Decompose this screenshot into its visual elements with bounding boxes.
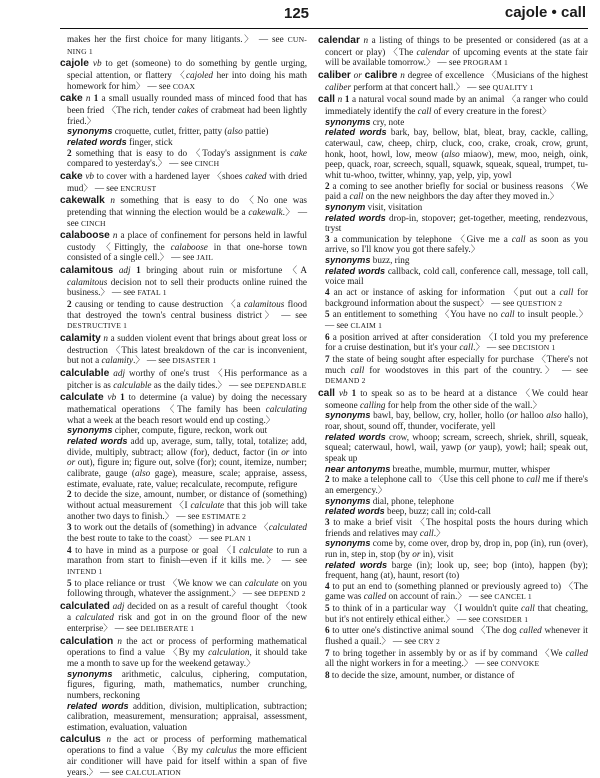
entry-paragraph: related words add up, average, sum, tally, total, totalize; add, divide, multiply, subtract; allow (for), deduct, factor (in or into or out), figure in; figure out, solve (for); count, itemize, number; calibrate, gauge (also gage), measure, scale; appraise, assess, estimate, evaluate, rate, value; recalculate, recompute, refigure bbox=[67, 435, 307, 489]
entry-paragraph: calculation n the act or process of performing mathematical operations to find a value 〈By my calculation, it should take me a month to save up for the weekend getaway.〉 bbox=[60, 635, 308, 669]
entry-paragraph: calamity n a sudden violent event that brings about great loss or destruction 〈This latest breakdown of the car is inconvenient, but not a calamity.〉 — see DISASTER 1 bbox=[60, 333, 307, 366]
entry-paragraph: cajole vb to get (someone) to do something by gentle urging, special attention, or flattery 〈cajoled her into doing his math homework for him〉 — see COAX bbox=[60, 58, 308, 91]
entry-paragraph: synonyms bawl, bay, bellow, cry, holler, hollo (or halloo also hallo), roar, shout, sound off, thunder, vociferate, yell bbox=[325, 410, 588, 431]
entry-paragraph: 4 to have in mind as a purpose or goal 〈I calculate to run a marathon from start to finish—even if it kills me.〉 — see INTEND 1 bbox=[67, 544, 307, 576]
entry-paragraph: caliber or calibre n degree of excellence 〈Musicians of the highest caliber perform at that concert hall.〉 — see QUALITY 1 bbox=[318, 69, 589, 92]
entry-paragraph: synonyms come by, come over, drop by, drop in, pop (in), run (over), run in, step in, stop (by or in), visit bbox=[325, 538, 588, 559]
entry-paragraph: 2 a coming to see another briefly for social or business reasons 〈We paid a call on the new neighbors the day after they moved in.〉 bbox=[325, 180, 588, 202]
entry-paragraph: near antonyms breathe, mumble, murmur, mutter, whisper bbox=[325, 463, 551, 474]
entry-paragraph: calamitous adj 1 bringing about ruin or misfortune 〈A calamitous decision not to sell their products online ruined the business.〉 — see FATAL 1 bbox=[60, 265, 308, 298]
entry-paragraph: cake vb to cover with a hardened layer 〈shoes caked with dried mud〉 — see ENCRUST bbox=[60, 170, 307, 193]
right-column bbox=[318, 34, 588, 772]
entry-paragraph: synonyms dial, phone, telephone bbox=[325, 495, 454, 506]
entry-paragraph: calculus n the act or process of performing mathematical operations to find a value 〈By my calculus the more efficient air conditioner will have paid for itself within a span of five years.〉 — see CALCULATION bbox=[60, 733, 308, 777]
entry-paragraph: 2 to make a telephone call to 〈Use this cell phone to call me if there's an emergency.〉 bbox=[325, 474, 588, 495]
entry-paragraph: calendar n a listing of things to be presented or considered (as at a concert or play) 〈The calendar of upcoming events at the state fair will be available tomorrow.〉 — see PROGRAM 1 bbox=[318, 35, 589, 68]
entry-paragraph: synonyms buzz, ring bbox=[325, 255, 410, 266]
entry-paragraph: 4 an act or instance of asking for information 〈put out a call for background information about the suspect〉 — see QUESTION 2 bbox=[325, 287, 589, 308]
guide-words: cajole • call bbox=[504, 4, 586, 21]
header-rule bbox=[60, 28, 588, 29]
entry-paragraph: 3 to make a brief visit 〈The hospital posts the hours during which friends and relatives may call.〉 bbox=[325, 516, 588, 538]
entry-paragraph: 3 a communication by telephone 〈Give me a call as soon as you arrive, so I'll know you got there safely.〉 bbox=[325, 233, 589, 255]
entry-paragraph: related words beep, buzz; call in; cold-call bbox=[325, 506, 491, 517]
entry-paragraph: related words callback, cold call, conference call, message, toll call, voice mail bbox=[325, 265, 588, 287]
entry-paragraph: call n 1 a natural vocal sound made by an animal 〈a ranger who could immediately identify the call of every creature in the forest〉 bbox=[318, 94, 589, 116]
entry-paragraph: synonyms arithmetic, calculus, ciphering, computation, figures, figuring, math, mathematics, number crunching, numbers, reckoning bbox=[67, 668, 307, 701]
entry-paragraph: related words crow, whoop; scream, screech, shriek, shrill, squeak, squeal; caterwaul, howl, wail, yawp (or yaup), yowl; hail; speak out, speak up bbox=[325, 431, 588, 463]
entry-paragraph: related words drop-in, stopover; get-together, meeting, rendezvous, tryst bbox=[325, 212, 588, 234]
entry-paragraph: synonyms cry, note bbox=[325, 116, 405, 127]
entry-paragraph: 5 to place reliance or trust 〈We know we can calculate on you following through, whatever the assignment.〉 — see DEPEND 2 bbox=[67, 577, 308, 599]
entry-paragraph: 6 a position arrived at after consideration 〈I told you my preference for a cruise destination, but it's your call.〉 — see DECISION 1 bbox=[325, 331, 588, 353]
entry-paragraph: 5 to think of in a particular way 〈I wouldn't quite call that cheating, but it's not entirely ethical either.〉 — see CONSIDER 1 bbox=[325, 603, 588, 624]
entry-paragraph: calculable adj worthy of one's trust 〈His performance as a pitcher is as calculable as the daily tides.〉 — see DEPENDABLE bbox=[60, 368, 307, 390]
entry-paragraph: cakewalk n something that is easy to do 〈No one was pretending that winning the election would be a cakewalk.〉 — see CINCH bbox=[60, 195, 308, 228]
entry-paragraph: 8 to decide the size, amount, number, or distance of bbox=[325, 670, 515, 681]
entry-paragraph: 4 to put an end to (something planned or previously agreed to) 〈The game was called on account of rain.〉 — see CANCEL 1 bbox=[325, 580, 588, 602]
entry-paragraph: 2 causing or tending to cause destruction 〈a calamitous flood that destroyed the town's central business district〉 — see DESTRUCTIVE 1 bbox=[67, 299, 307, 331]
entry-paragraph: cake n 1 a small usually rounded mass of minced food that has been fried 〈The rich, tender cakes of crabmeat had been lightly fried.〉 bbox=[60, 93, 307, 126]
entry-paragraph: 5 an entitlement to something 〈You have no call to insult people.〉 — see CLAIM 1 bbox=[325, 309, 588, 331]
entry-paragraph: 7 to bring together in assembly by or as if by command 〈We called all the night workers in for a meeting.〉 — see CONVOKE bbox=[325, 647, 588, 669]
page-number: 125 bbox=[284, 5, 310, 22]
entry-paragraph: synonyms cipher, compute, figure, reckon, work out bbox=[67, 425, 268, 436]
entry-paragraph: calculate vb 1 to determine (a value) by doing the necessary mathematical operations 〈The family has been calculating what a week at the beach resort would end up costing.〉 bbox=[60, 392, 308, 425]
entry-paragraph: 7 the state of being sought after especially for purchase 〈There's not much call for woodstoves in this part of the country.〉 — see DEMAND 2 bbox=[325, 354, 588, 386]
entry-paragraph: 3 to work out the details of (something) in advance 〈calculated the best route to take to the coast〉 — see PLAN 1 bbox=[67, 522, 307, 543]
entry-paragraph: 6 to utter one's distinctive animal sound 〈The dog called whenever it flushed a quail.〉 — see CRY 2 bbox=[325, 625, 588, 647]
entry-paragraph: related words bark, bay, bellow, blat, bleat, bray, cackle, calling, caterwaul, caw, cheep, chirp, cluck, coo, crake, croak, crow, grunt, honk, hoot, howl, low, meow (also miaow), mew, moo, neigh, oink, peep, quack, roar, screech, squall, squawk, squeak, squeal, trumpet, tu-whit tu-whoo, twitter, whinny, yap, yelp, yip, yowl bbox=[325, 127, 589, 180]
entry-paragraph: related words addition, division, multiplication, subtraction; calibration, measurement, mensuration; appraisal, assessment, estimation, evaluation, valuation bbox=[67, 700, 307, 733]
entry-paragraph: makes her the first choice for many litigants.〉 — see CUN-NING 1 bbox=[67, 34, 307, 56]
entry-paragraph: related words finger, stick bbox=[67, 136, 173, 147]
entry-paragraph: 2 to decide the size, amount, number, or distance of (something) without actual measurement 〈I calculate that this job will take another two days to finish.〉 — see ESTIMATE 2 bbox=[67, 489, 308, 521]
entry-paragraph: related words barge (in); look up, see; bop (into), happen (by); frequent, hang (at), haunt, resort (to) bbox=[325, 559, 588, 581]
entry-paragraph: synonyms croquette, cutlet, fritter, patty (also pattie) bbox=[67, 126, 269, 137]
entry-paragraph: calculated adj decided on as a result of careful thought 〈took a calculated risk and got in on the ground floor of the new enterprise〉 — see DELIBERATE 1 bbox=[60, 600, 307, 634]
entry-paragraph: calaboose n a place of confinement for persons held in lawful custody 〈Fittingly, the calaboose in that one-horse town consisted of a single cell.〉 — see JAIL bbox=[60, 230, 307, 263]
entry-paragraph: 2 something that is easy to do 〈Today's assignment is cake compared to yesterday's.〉 — see CINCH bbox=[67, 147, 307, 169]
entry-paragraph: synonym visit, visitation bbox=[325, 201, 423, 212]
left-column bbox=[60, 34, 308, 777]
entry-paragraph: call vb 1 to speak so as to be heard at a distance 〈We could hear someone calling for help from the other side of the wall.〉 bbox=[318, 388, 589, 410]
